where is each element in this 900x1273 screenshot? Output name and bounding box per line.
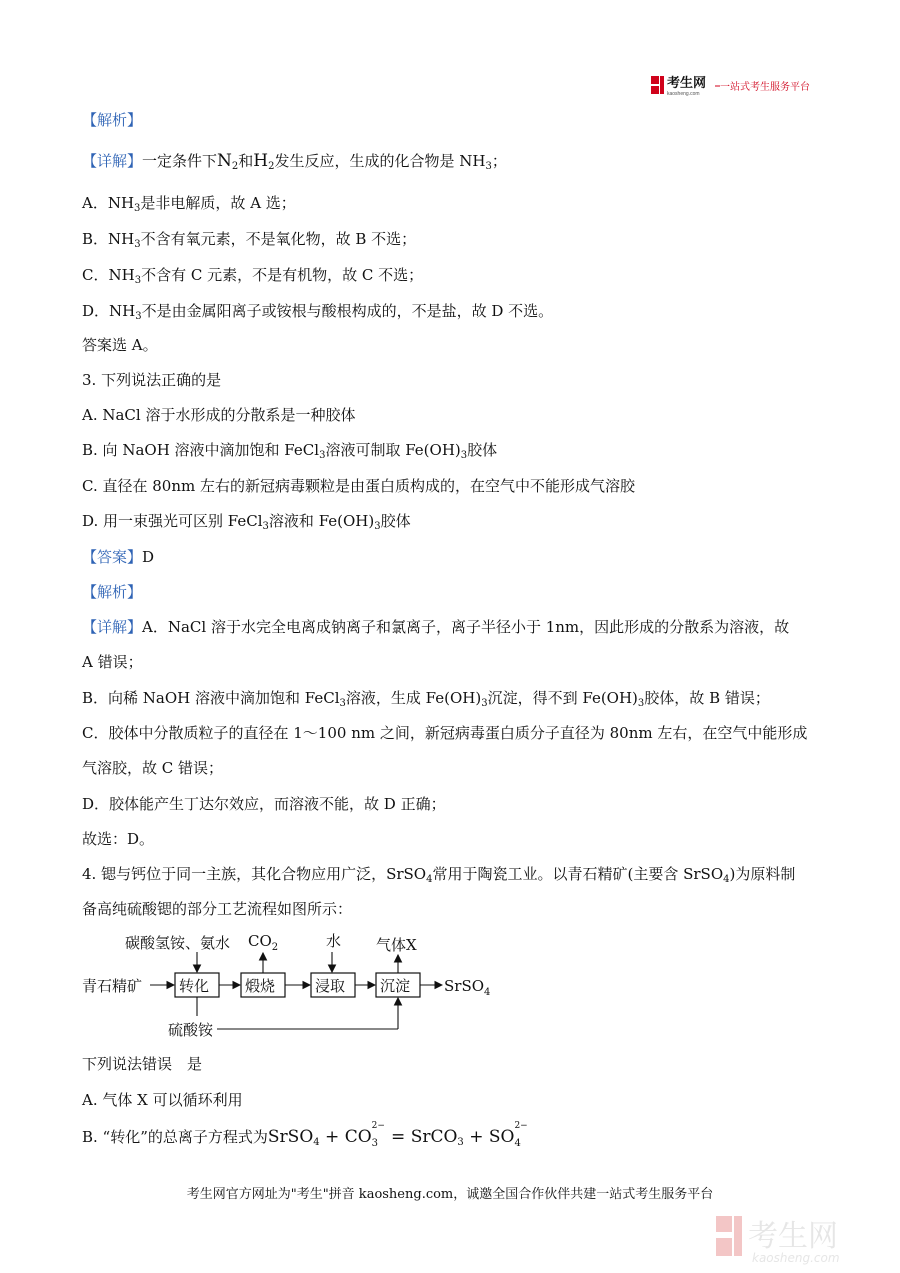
- q3-conclusion: 故选：D。: [82, 830, 155, 848]
- q3-detail-c-line2: 气溶胶，故 C 错误；: [82, 759, 224, 777]
- q3-jiexi-tag: 【解析】: [82, 583, 143, 601]
- q3-answer-tag: 【答案】: [82, 548, 143, 566]
- q2-detail-tag: 【详解】: [82, 152, 143, 170]
- flow-product-label: SrSO$_4$: [444, 977, 491, 998]
- svg-text:沉淀: 沉淀: [380, 977, 411, 995]
- q3-option-a: A. NaCl 溶于水形成的分散系是一种胶体: [82, 406, 356, 424]
- q2-detail: 【详解】一定条件下$N_2$和$H_2$发生反应，生成的化合物是 $NH_3$；: [82, 151, 507, 172]
- svg-text:煅烧: 煅烧: [245, 977, 276, 995]
- flow-water-label: 水: [326, 932, 342, 950]
- header-slogan: 一站式考生服务平台: [720, 82, 810, 93]
- q4-option-a: A. 气体 X 可以循环利用: [82, 1091, 243, 1109]
- kaosheng-logo[interactable]: [651, 72, 821, 98]
- svg-text:考生网: 考生网: [748, 1219, 838, 1254]
- svg-text:浸取: 浸取: [315, 977, 346, 995]
- q3-option-c: C. 直径在 80nm 左右的新冠病毒颗粒是由蛋白质构成的，在空气中不能形成气溶胶: [82, 477, 635, 495]
- q2-option-b: B．$NH_3$不含有氧元素，不是氧化物，故 B 不选；: [82, 230, 417, 250]
- q4-option-b: B. “转化”的总离子方程式为SrSO$_4$ + CO 2− 3 = SrCO$_3$ + SO 2− 4: [82, 1121, 528, 1149]
- flow-byproduct-label: 硫酸铵: [168, 1021, 214, 1039]
- q4-question: 下列说法错误 是: [82, 1055, 203, 1073]
- q3-answer: [82, 547, 154, 567]
- q3-answer-value: D: [142, 548, 155, 566]
- svg-text:转化: 转化: [179, 977, 210, 995]
- flow-step-calcine: [241, 973, 285, 997]
- q4-stem-line1: 4. 锶与钙位于同一主族，其化合物应用广泛，SrSO$_4$常用于陶瓷工业。以青石精矿(主要含 SrSO$_4$)为原料制: [82, 865, 796, 885]
- q3-option-b: B. 向 NaOH 溶液中滴加饱和 FeCl$_3$溶液可制取 $Fe(OH)_3$胶体: [82, 441, 498, 461]
- flow-co2-label: $CO_2$: [248, 932, 279, 953]
- q3-detail-b: B．向稀 NaOH 溶液中滴加饱和 FeCl$_3$溶液，生成 $Fe(OH)_3$沉淀，得不到 $Fe(OH)_3$胶体，故 B 错误；: [82, 689, 770, 709]
- q3-option-d: D. 用一束强光可区别 FeCl$_3$溶液和 $Fe(OH)_3$胶体: [82, 512, 411, 532]
- q4-stem-line2: 备高纯硫酸锶的部分工艺流程如图所示：: [82, 900, 353, 918]
- flow-gas-x-label: 气体X: [376, 936, 417, 954]
- flow-step-leach: [311, 973, 355, 997]
- process-flow-diagram: [80, 928, 500, 1040]
- q3-detail-a-line1: 【详解】A．NaCl 溶于水完全电离成钠离子和氯离子，离子半径小于 1nm，因此形成的分散系为溶液，故: [82, 618, 790, 636]
- q2-answer-line: 答案选 A。: [82, 336, 158, 354]
- logo-text: 考生网: [667, 75, 707, 90]
- q3-detail-c-line1: C．胶体中分散质粒子的直径在 1～100 nm 之间，新冠病毒蛋白质分子直径为 80nm 左右，在空气中能形成: [82, 724, 808, 742]
- logo-domain: kaosheng.com: [667, 91, 700, 97]
- q2-jiexi-tag: 【解析】: [82, 111, 143, 129]
- flow-input-top-label: 碳酸氢铵、氨水: [125, 934, 231, 952]
- svg-text:kaosheng.com: kaosheng.com: [752, 1251, 840, 1265]
- q3-detail-d: D．胶体能产生丁达尔效应，而溶液不能，故 D 正确；: [82, 795, 446, 813]
- kaosheng-watermark: [712, 1210, 892, 1266]
- q2-option-a: A．$NH_3$是非电解质，故 A 选；: [82, 194, 296, 214]
- q3-detail-tag: 【详解】: [82, 618, 143, 636]
- q3-detail-a-line2: A 错误；: [82, 653, 143, 671]
- q2-option-c: C．$NH_3$不含有 C 元素，不是有机物，故 C 不选；: [82, 266, 424, 286]
- page-footer: 考生网官方网址为"考生"拼音 kaosheng.com，诚邀全国合作伙伴共建一站式考生服务平台: [186, 1187, 714, 1202]
- flow-step-transform: [175, 973, 219, 997]
- flow-step-precipitate: [376, 973, 420, 997]
- q3-stem: 3. 下列说法正确的是: [82, 371, 222, 389]
- flow-raw-material-label: 青石精矿: [82, 977, 143, 995]
- q2-option-d: D．$NH_3$不是由金属阳离子或铵根与酸根构成的，不是盐，故 D 不选。: [82, 302, 554, 322]
